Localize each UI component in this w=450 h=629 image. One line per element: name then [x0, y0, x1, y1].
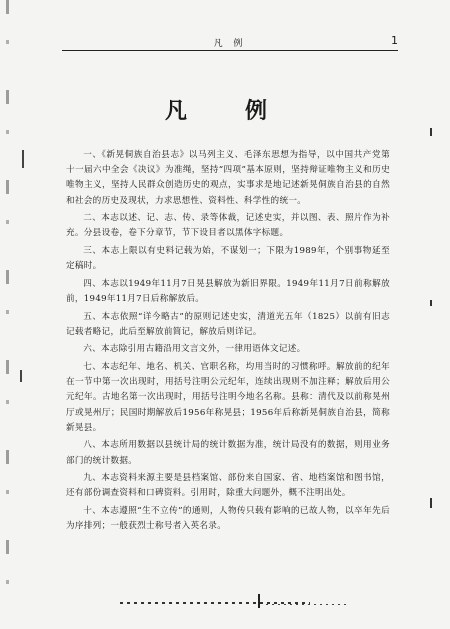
scan-speck [430, 128, 432, 136]
paragraph-7: 七、本志纪年、地名、机关、官职名称，均用当时的习惯称呼。解放前的纪年在一节中第一次出现时，用括号注明公元纪年，连续出现则不加注释；解放后用公元纪年。古地名第一次出现时，用括号注明今地名名称。县称：清代及以前称晃州厅或晃州厅；民国时期解放后1956年称晃县；1956年后称新晃侗族自治县，简称新晃县。 [66, 361, 390, 433]
running-header [62, 34, 398, 51]
scan-speck [430, 300, 432, 306]
paragraph-9: 九、本志资料来源主要是县档案馆、部份来自国家、省、地档案馆和图书馆，还有部份调查资料和口碑资料。引用时，除重大问题外，概不注明出处。 [66, 473, 390, 499]
paragraph-5: 五、本志依照“详今略古”的原则记述史实，清道光五年（1825）以前有旧志记载者略记，此后至解放前简记，解放后则详记。 [66, 311, 390, 337]
paragraph-6: 六、本志除引用古籍沿用文言文外，一律用语体文记述。 [83, 344, 306, 355]
paragraph-10: 十、本志遵照“生不立传”的通则，人物传只载有影响的已故人物，以卒年先后为序排列；一般获烈士称号者入英名录。 [66, 505, 390, 532]
paragraph-2: 二、本志以述、记、志、传、录等体裁，记述史实，并以图、表、照片作为补充。分县设卷，卷下分章节，节下设目者以黑体字标题。 [66, 213, 390, 239]
scan-speck [430, 498, 432, 508]
paragraph-3: 三、本志上限以有史料记载为始，不谋划一；下限为1989年，个别事物延至定稿时。 [66, 246, 390, 272]
bottom-scan-mark [258, 594, 260, 608]
paragraph-4: 四、本志以1949年11月7日晃县解放为新旧界限。1949年11月7日前称解放前，1949年11月7日后称解放后。 [66, 278, 390, 304]
page-number: 1 [391, 34, 398, 47]
scan-speck [22, 150, 24, 168]
scan-speck [20, 370, 22, 382]
paragraph-8: 八、本志所用数据以县统计局的统计数据为准，统计局没有的数据，则用业务部门的统计数据。 [66, 440, 390, 466]
paragraph-1: 一、《新晃侗族自治县志》以马列主义、毛泽东思想为指导，以中国共产党第十一届六中全会《决议》为准绳，坚持“四项”基本原则，坚持辩证唯物主义和历史唯物主义，坚持人民群众创造历史的观点，实事求是地记述新晃侗族自治县的自然和社会的历史及现状，力求思想性、资料性、科学性的统一。 [66, 150, 390, 206]
running-title: 凡 例 [213, 39, 247, 49]
bottom-scan-line [266, 604, 346, 605]
page-title: 凡 例 [164, 98, 285, 124]
body-text [66, 148, 390, 537]
